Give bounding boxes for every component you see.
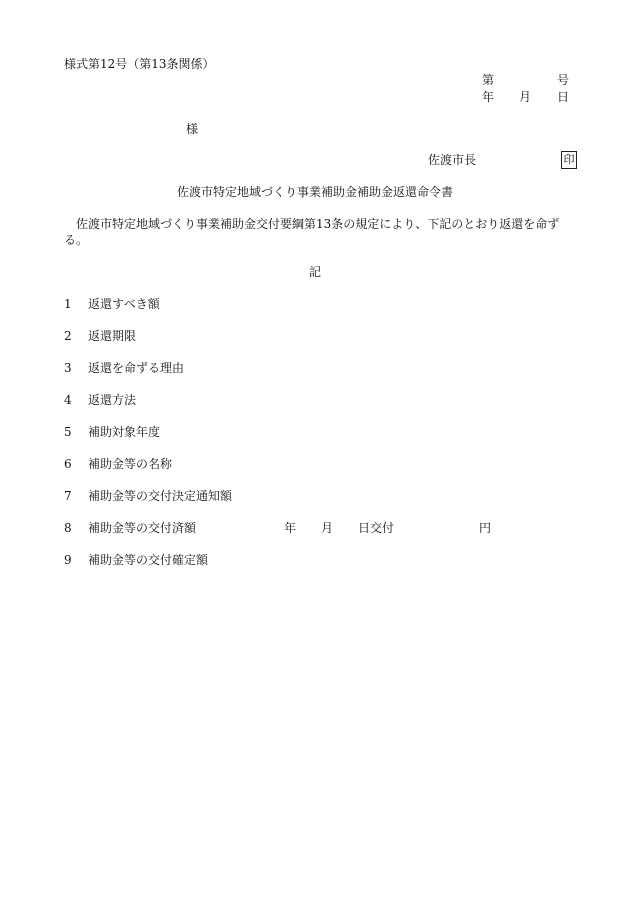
item-label: 補助金等の交付確定額 <box>88 553 209 567</box>
date-month: 月 <box>519 90 532 104</box>
document-title: 佐渡市特定地域づくり事業補助金補助金返還命令書 <box>176 185 453 199</box>
item-label: 補助金等の交付決定通知額 <box>88 489 233 503</box>
seal-mark: 印 <box>561 151 577 169</box>
item-delivered-day: 日交付 <box>358 521 395 535</box>
number-prefix: 第 <box>482 73 495 87</box>
item-number: 1 <box>64 297 72 311</box>
item-currency: 円 <box>479 521 492 535</box>
item-number: 5 <box>64 425 72 439</box>
addressee-honorific: 様 <box>186 122 199 136</box>
list-item-8 <box>64 520 576 536</box>
number-suffix: 号 <box>557 73 570 87</box>
item-number: 6 <box>64 457 72 471</box>
item-label: 補助対象年度 <box>88 425 161 439</box>
issuer-title: 佐渡市長 <box>428 153 477 167</box>
item-number: 3 <box>64 361 72 375</box>
date-year: 年 <box>482 90 495 104</box>
item-month: 月 <box>321 521 334 535</box>
ki-heading: 記 <box>308 265 321 279</box>
item-number: 4 <box>64 393 72 407</box>
item-number: 7 <box>64 489 72 503</box>
item-number: 2 <box>64 329 72 343</box>
form-number: 様式第12号（第13条関係） <box>64 57 215 71</box>
item-number: 9 <box>64 553 72 567</box>
date-day: 日 <box>557 90 570 104</box>
item-label: 返還すべき額 <box>88 297 160 311</box>
item-label: 返還を命ずる理由 <box>88 361 185 375</box>
item-number: 8 <box>64 521 72 535</box>
item-year: 年 <box>284 521 297 535</box>
item-label: 返還方法 <box>88 393 137 407</box>
item-label: 補助金等の交付済額 <box>88 521 197 535</box>
item-label: 補助金等の名称 <box>88 457 173 471</box>
item-label: 返還期限 <box>88 329 137 343</box>
body-text: 佐渡市特定地域づくり事業補助金交付要綱第13条の規定により、下記のとおり返還を命ずる。 <box>64 217 560 247</box>
